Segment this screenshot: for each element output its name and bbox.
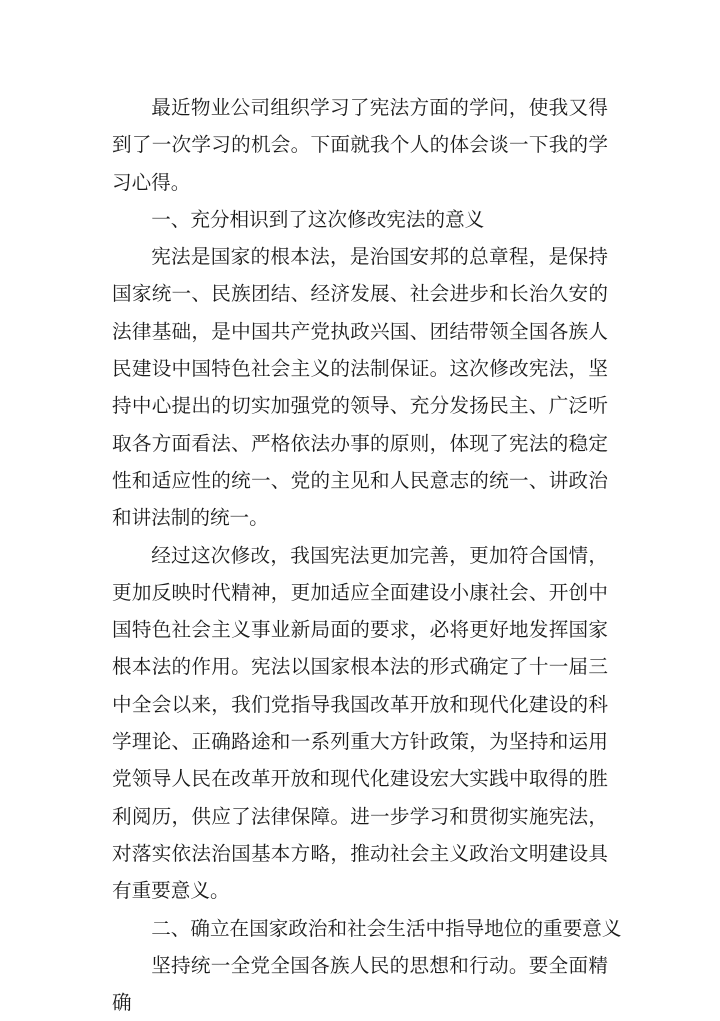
intro-paragraph: 最近物业公司组织学习了宪法方面的学问，使我又得到了一次学习的机会。下面就我个人的体会谈一下我的学习心得。 (112, 96, 608, 194)
section-heading-1: 一、充分相识到了这次修改宪法的意义 (151, 207, 485, 231)
body-paragraph-3: 坚持统一全党全国各族人民的思想和行动。要全面精确 (112, 953, 608, 1015)
section-heading-2: 二、确立在国家政治和社会生活中指导地位的重要意义 (151, 916, 622, 940)
body-paragraph-1: 宪法是国家的根本法，是治国安邦的总章程，是保持国家统一、民族团结、经济发展、社会进步和长治久安的法律基础，是中国共产党执政兴国、团结带领全国各族人民建设中国特色社会主义的法制保证。这次修改宪法，坚持中心提出的切实加强党的领导、充分发扬民主、广泛听取各方面看法、严格依法办事的原则，体现了宪法的稳定性和适应性的统一、党的主见和人民意志的统一、讲政治和讲法制的统一。 (112, 245, 608, 530)
body-paragraph-2: 经过这次修改，我国宪法更加完善，更加符合国情，更加反映时代精神，更加适应全面建设小康社会、开创中国特色社会主义事业新局面的要求，必将更好地发挥国家根本法的作用。宪法以国家根本法的形式确定了十一届三中全会以来，我们党指导我国改革开放和现代化建设的科学理论、正确路途和一系列重大方针政策，为坚持和运用党领导人民在改革开放和现代化建设宏大实践中取得的胜利阅历，供应了法律保障。进一步学习和贯彻实施宪法，对落实依法治国基本方略，推动社会主义政治文明建设具有重要意义。 (112, 543, 608, 903)
document-body (112, 89, 622, 1021)
